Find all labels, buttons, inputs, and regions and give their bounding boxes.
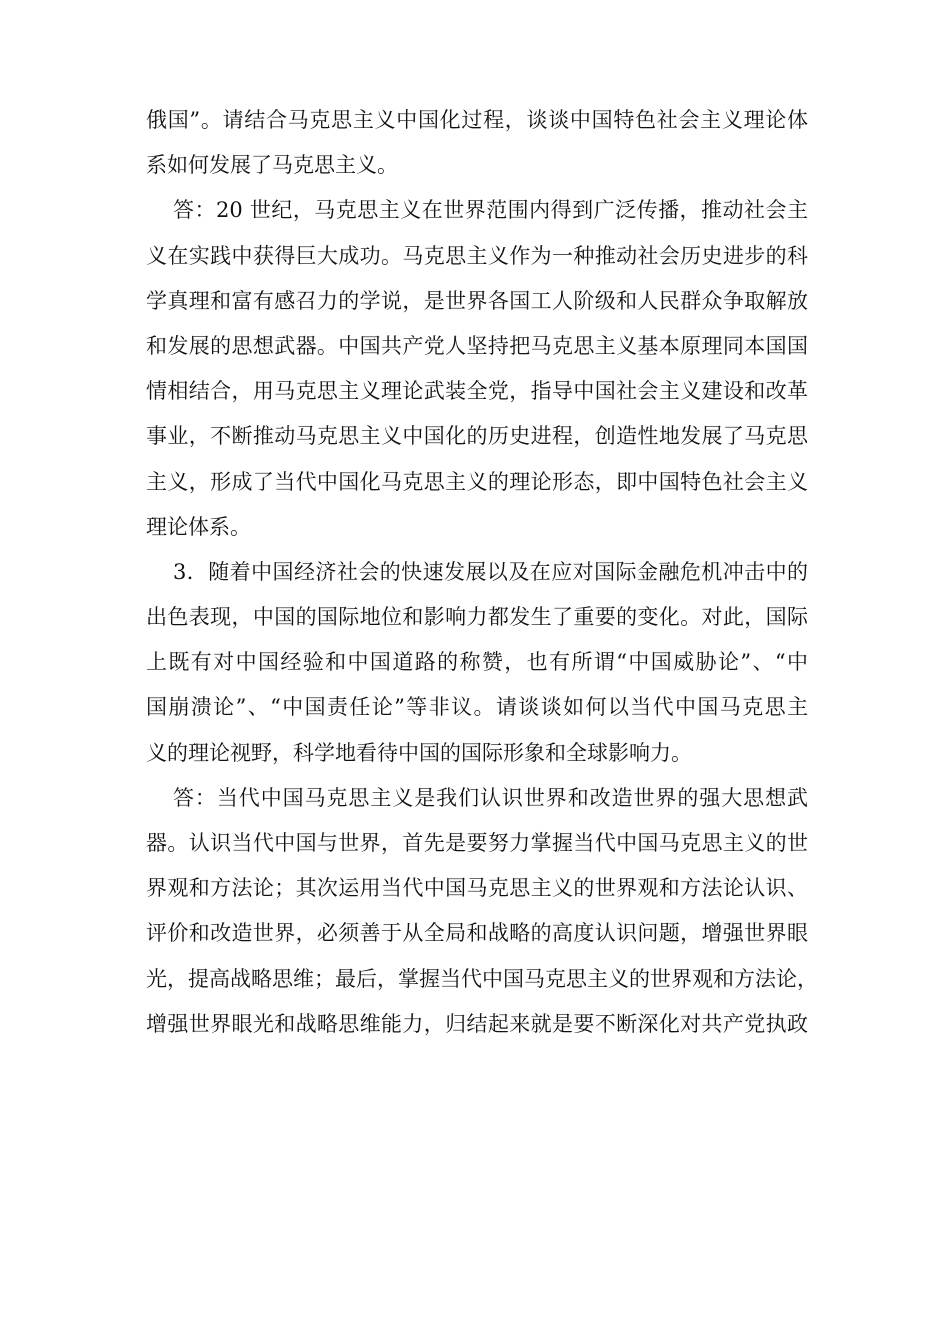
text-line: 主义，形成了当代中国化马克思主义的理论形态，即中国特色社会主义: [146, 469, 808, 494]
text-line: 国崩溃论”、“中国责任论”等非议。请谈谈如何以当代中国马克思主: [146, 695, 808, 720]
text-line: 理论体系。: [146, 514, 251, 539]
text-line: 和发展的思想武器。中国共产党人坚持把马克思主义基本原理同本国国: [146, 333, 808, 358]
text-line: 光，提高战略思维；最后，掌握当代中国马克思主义的世界观和方法论，: [146, 966, 818, 991]
text-line: 学真理和富有感召力的学说，是世界各国工人阶级和人民群众争取解放: [146, 288, 808, 313]
text-line: 上既有对中国经验和中国道路的称赞，也有所谓“中国威胁论”、“中: [146, 650, 808, 675]
text-line: 义在实践中获得巨大成功。马克思主义作为一种推动社会历史进步的科: [146, 243, 808, 268]
document-page: [146, 98, 818, 1047]
text-line: 出色表现，中国的国际地位和影响力都发生了重要的变化。对此，国际: [146, 605, 808, 630]
answer-paragraph-start: 答：20 世纪，马克思主义在世界范围内得到广泛传播，推动社会主: [173, 198, 808, 223]
text-line: 评价和改造世界，必须善于从全局和战略的高度认识问题，增强世界眼: [146, 921, 808, 946]
text-line: 器。认识当代中国与世界，首先是要努力掌握当代中国马克思主义的世: [146, 831, 808, 855]
text-line: 增强世界眼光和战略思维能力，归结起来就是要不断深化对共产党执政: [146, 1011, 808, 1036]
text-line: 事业，不断推动马克思主义中国化的历史进程，创造性地发展了马克思: [146, 424, 808, 449]
text-line: 义的理论视野，科学地看待中国的国际形象和全球影响力。: [146, 740, 692, 765]
text-line: 界观和方法论；其次运用当代中国马克思主义的世界观和方法论认识、: [146, 876, 808, 901]
text-line: 情相结合，用马克思主义理论武装全党，指导中国社会主义建设和改革: [146, 379, 808, 404]
text-line: 俄国”。请结合马克思主义中国化过程，谈谈中国特色社会主义理论体: [146, 108, 808, 132]
answer-paragraph-start: 答：当代中国马克思主义是我们认识世界和改造世界的强大思想武: [173, 785, 808, 810]
text-line: 系如何发展了马克思主义。: [146, 153, 398, 178]
question-paragraph-start: 3．随着中国经济社会的快速发展以及在应对国际金融危机冲击中的: [173, 559, 808, 584]
